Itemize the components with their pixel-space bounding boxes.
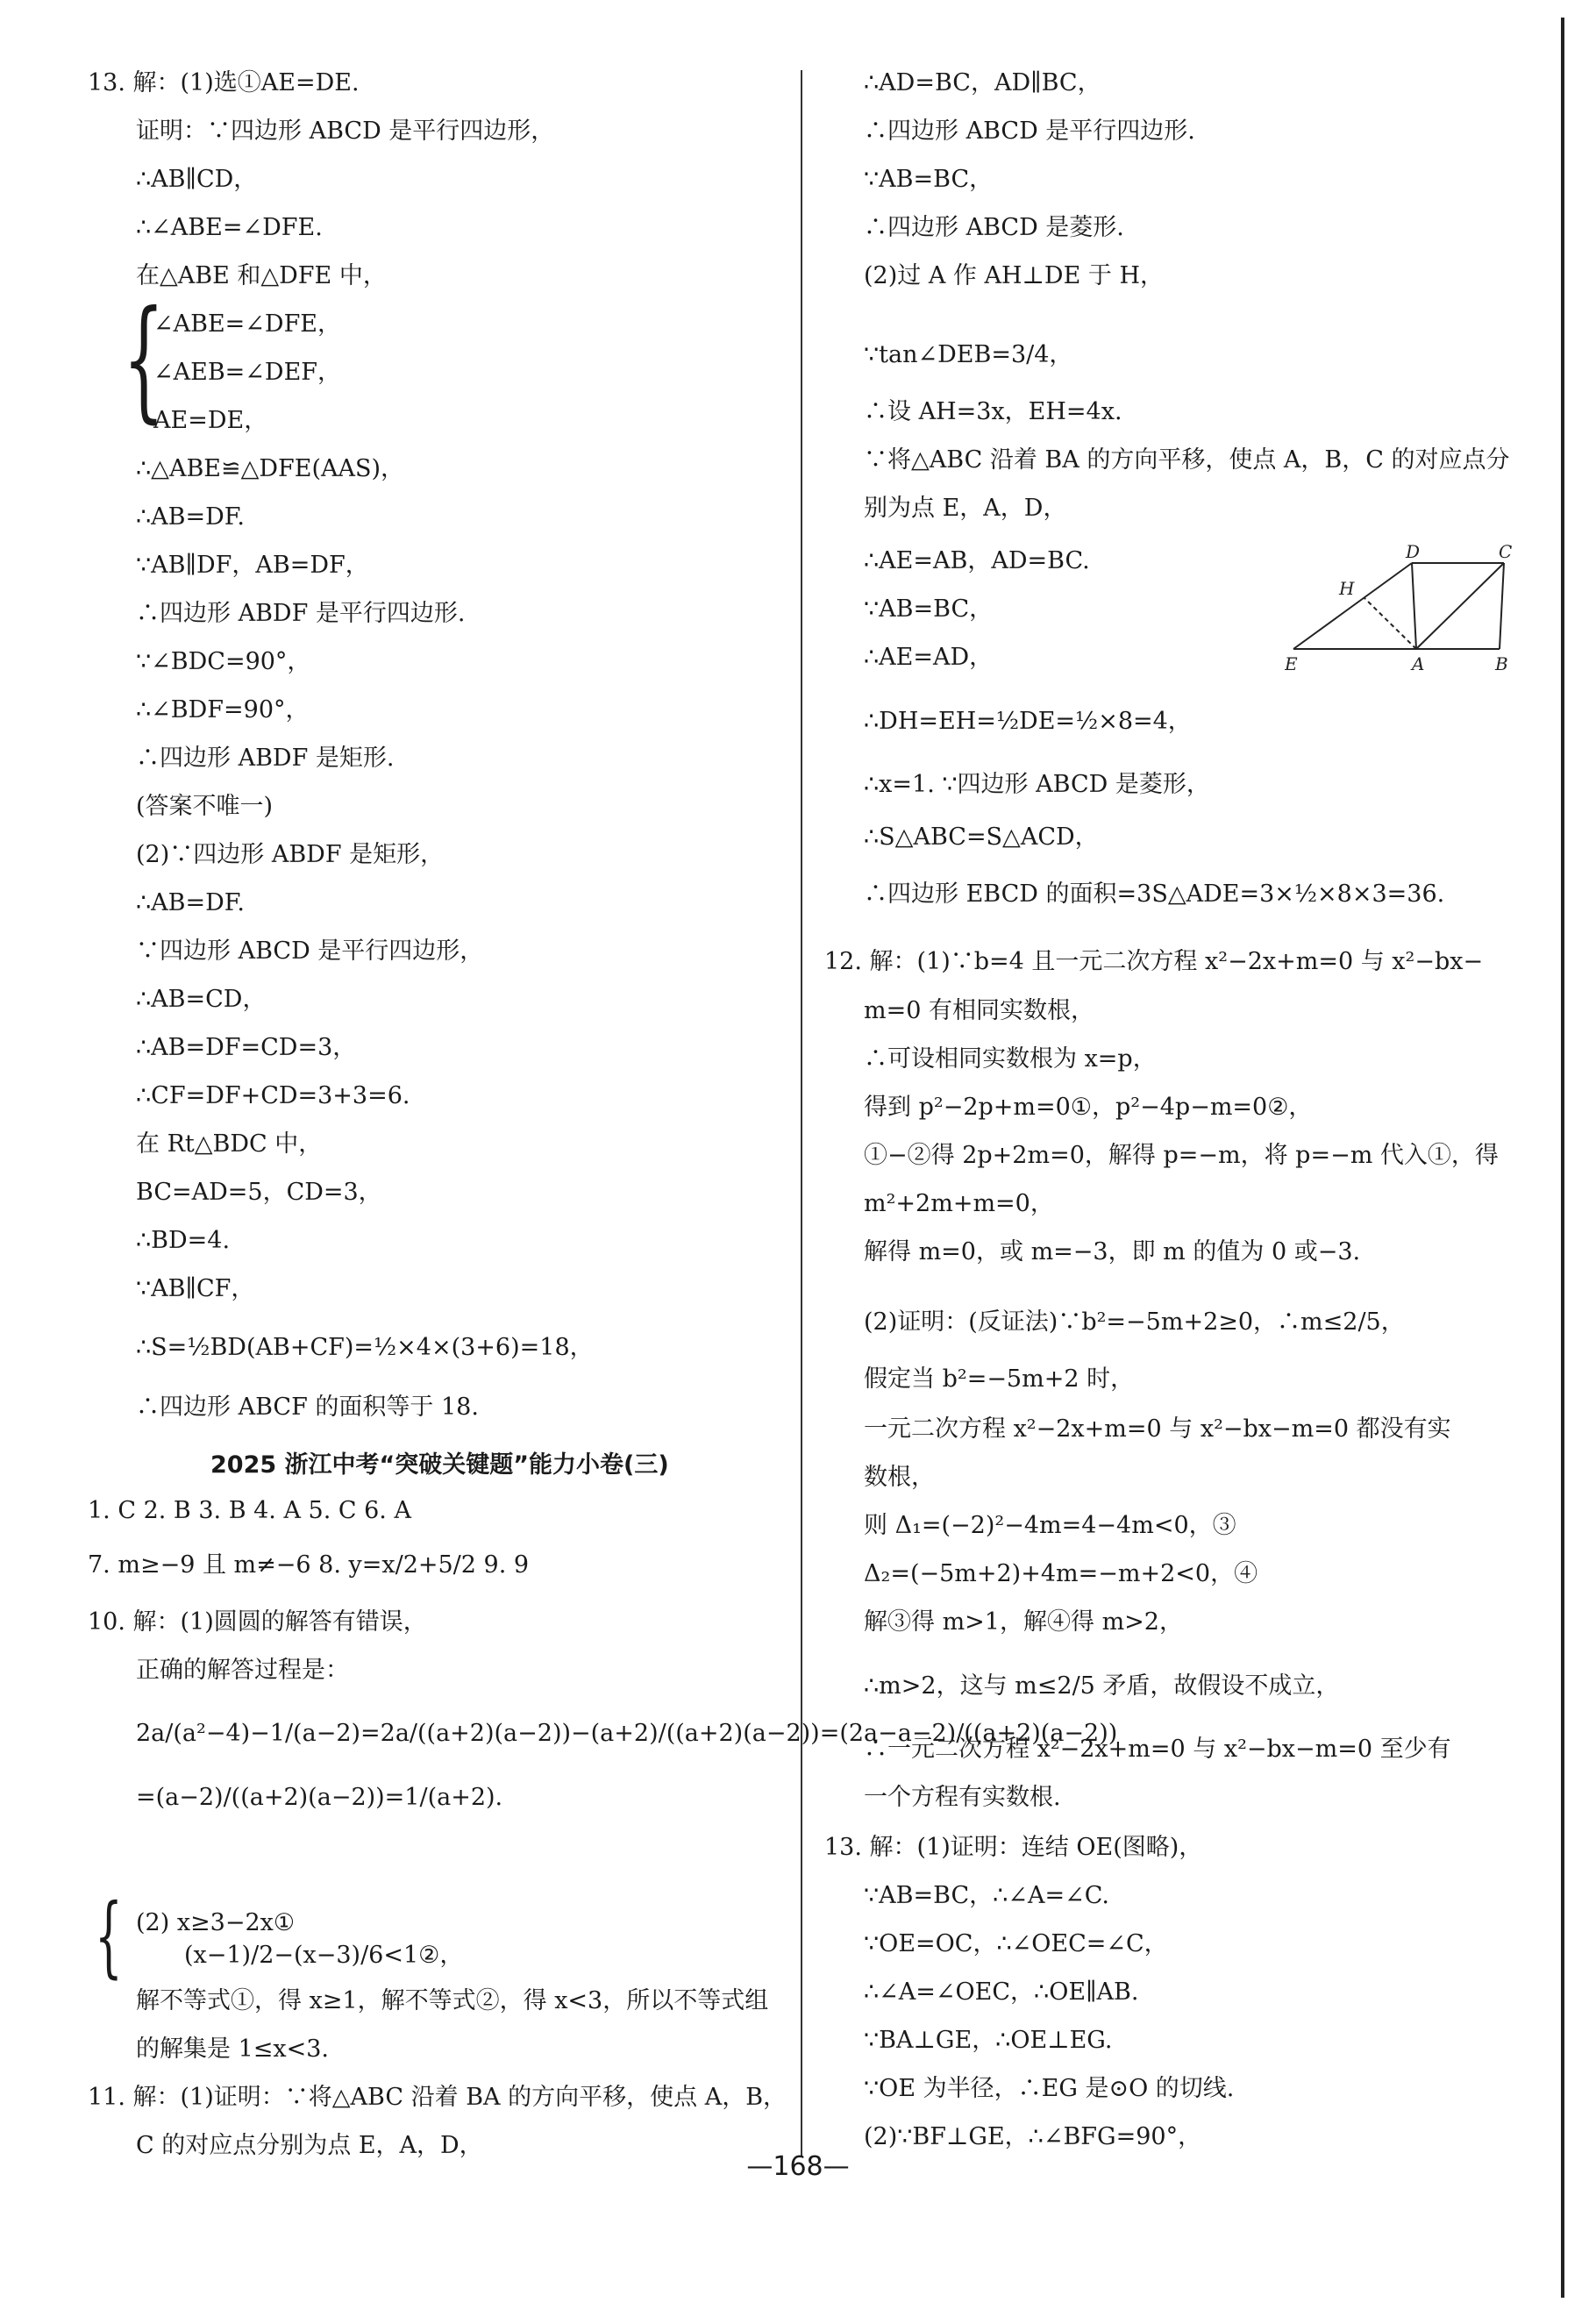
right-line-29: 解③得 m>1，解④得 m>2， bbox=[864, 1608, 1183, 1636]
left-line-6: ∠AEB=∠DEF， bbox=[153, 359, 342, 386]
left-line-24: ∴BD=4. bbox=[136, 1227, 231, 1254]
right-line-9: ∴AE=AB，AD=BC. bbox=[864, 547, 1090, 574]
right-line-13: ∴x=1. ∵四边形 ABCD 是菱形， bbox=[864, 771, 1210, 798]
right-line-15: ∴四边形 EBCD 的面积=3S△ADE=3×½×8×3=36. bbox=[864, 880, 1445, 908]
right-line-8: 别为点 E，A，D， bbox=[864, 495, 1067, 522]
left-line-27: ∴四边形 ABCF 的面积等于 18. bbox=[136, 1394, 479, 1421]
right-line-6: ∴设 AH=3x，EH=4x. bbox=[864, 398, 1122, 425]
page-edge bbox=[1561, 18, 1564, 2298]
right-line-2: ∵AB=BC， bbox=[864, 166, 994, 193]
right-line-7: ∵将△ABC 沿着 BA 的方向平移，使点 A，B，C 的对应点分 bbox=[864, 446, 1510, 474]
left-line-17: ∴AB=DF. bbox=[136, 889, 245, 916]
left-line-0: 13. 解：(1)选①AE=DE. bbox=[88, 69, 360, 96]
left-line-25: ∵AB∥CF， bbox=[136, 1275, 255, 1302]
right-line-35: ∵OE=OC，∴∠OEC=∠C， bbox=[864, 1930, 1168, 1957]
right-line-1: ∴四边形 ABCD 是平行四边形. bbox=[864, 118, 1195, 145]
left-line-20: ∴AB=DF=CD=3， bbox=[136, 1034, 357, 1061]
left-line-4: 在△ABE 和△DFE 中， bbox=[136, 262, 387, 289]
left-line-8: ∴△ABE≌△DFE(AAS)， bbox=[136, 455, 405, 482]
right-line-17: m=0 有相同实数根， bbox=[864, 997, 1094, 1024]
left-line-21: ∴CF=DF+CD=3+3=6. bbox=[136, 1082, 410, 1109]
right-line-10: ∵AB=BC， bbox=[864, 595, 994, 623]
right-line-34: ∵AB=BC，∴∠A=∠C. bbox=[864, 1882, 1109, 1909]
left-line-32: 正确的解答过程是： bbox=[136, 1657, 349, 1684]
right-line-27: 则 Δ₁=(−2)²−4m=4−4m<0，③ bbox=[864, 1512, 1236, 1539]
right-line-37: ∵BA⊥GE，∴OE⊥EG. bbox=[864, 2027, 1113, 2054]
right-line-22: 解得 m=0，或 m=−3，即 m 的值为 0 或−3. bbox=[864, 1238, 1361, 1265]
right-line-12: ∴DH=EH=½DE=½×8=4， bbox=[864, 708, 1192, 735]
left-line-29: 1. C 2. B 3. B 4. A 5. C 6. A bbox=[88, 1497, 411, 1524]
system-brace-0: { bbox=[123, 283, 165, 436]
right-line-33: 13. 解：(1)证明：连结 OE(图略)， bbox=[824, 1834, 1203, 1861]
right-line-11: ∴AE=AD， bbox=[864, 644, 994, 671]
system-brace-1: { bbox=[95, 1885, 123, 1987]
left-line-10: ∵AB∥DF，AB=DF， bbox=[136, 552, 369, 579]
right-line-21: m²+2m+m=0， bbox=[864, 1190, 1054, 1217]
left-line-34: =(a−2)/((a+2)(a−2))=1/(a+2). bbox=[136, 1784, 503, 1811]
left-line-9: ∴AB=DF. bbox=[136, 503, 245, 531]
left-line-30: 7. m≥−9 且 m≠−6 8. y=x/2+5/2 9. 9 bbox=[88, 1551, 530, 1579]
right-line-3: ∴四边形 ABCD 是菱形. bbox=[864, 214, 1124, 241]
right-line-18: ∴可设相同实数根为 x=p， bbox=[864, 1045, 1157, 1073]
left-line-26: ∴S=½BD(AB+CF)=½×4×(3+6)=18， bbox=[136, 1334, 594, 1361]
left-line-18: ∵四边形 ABCD 是平行四边形， bbox=[136, 937, 484, 965]
left-line-31: 10. 解：(1)圆圆的解答有错误， bbox=[88, 1608, 427, 1636]
right-line-5: ∵tan∠DEB=3/4， bbox=[864, 341, 1073, 368]
right-line-25: 一元二次方程 x²−2x+m=0 与 x²−bx−m=0 都没有实 bbox=[864, 1415, 1451, 1443]
right-line-0: ∴AD=BC，AD∥BC， bbox=[864, 69, 1101, 96]
label-D: D bbox=[1406, 544, 1421, 562]
left-line-35: (2) x≥3−2x① bbox=[136, 1909, 296, 1936]
right-line-20: ①−②得 2p+2m=0，解得 p=−m，将 p=−m 代入①，得 bbox=[864, 1142, 1499, 1169]
parallelogram-figure bbox=[1285, 544, 1513, 675]
right-line-26: 数根， bbox=[864, 1464, 935, 1491]
right-line-30: ∴m>2，这与 m≤2/5 矛盾，故假设不成立， bbox=[864, 1672, 1340, 1700]
label-H: H bbox=[1339, 578, 1355, 599]
label-A: A bbox=[1412, 653, 1425, 674]
left-line-14: ∴四边形 ABDF 是矩形. bbox=[136, 745, 395, 772]
left-line-12: ∵∠BDC=90°， bbox=[136, 648, 311, 675]
left-line-19: ∴AB=CD， bbox=[136, 986, 267, 1013]
label-B: B bbox=[1495, 653, 1508, 674]
left-line-16: (2)∵四边形 ABDF 是矩形， bbox=[136, 841, 445, 868]
left-line-37: 解不等式①，得 x≥1，解不等式②，得 x<3，所以不等式组 bbox=[136, 1987, 769, 2014]
left-line-39: 11. 解：(1)证明：∵将△ABC 沿着 BA 的方向平移，使点 A，B， bbox=[88, 2084, 787, 2111]
left-line-13: ∴∠BDF=90°， bbox=[136, 696, 310, 724]
right-line-23: (2)证明：(反证法)∵b²=−5m+2≥0，∴m≤2/5， bbox=[864, 1308, 1405, 1336]
page-number: —168— bbox=[746, 2151, 850, 2182]
right-line-32: 一个方程有实数根. bbox=[864, 1784, 1061, 1811]
right-line-19: 得到 p²−2p+m=0①，p²−4p−m=0②， bbox=[864, 1094, 1313, 1121]
column-divider bbox=[801, 70, 802, 2157]
right-line-39: (2)∵BF⊥GE，∴∠BFG=90°， bbox=[864, 2123, 1202, 2150]
left-line-2: ∴AB∥CD， bbox=[136, 166, 258, 193]
right-line-24: 假定当 b²=−5m+2 时， bbox=[864, 1365, 1135, 1393]
left-line-11: ∴四边形 ABDF 是平行四边形. bbox=[136, 600, 466, 627]
left-line-1: 证明：∵四边形 ABCD 是平行四边形， bbox=[136, 118, 555, 145]
label-E: E bbox=[1285, 653, 1298, 674]
left-line-33: 2a/(a²−4)−1/(a−2)=2a/((a+2)(a−2))−(a+2)/((a+2)(a−2))=(2a−a−2)/((a+2)(a−2)) bbox=[136, 1720, 1118, 1747]
right-line-16: 12. 解：(1)∵b=4 且一元二次方程 x²−2x+m=0 与 x²−bx− bbox=[824, 948, 1484, 975]
left-line-5: ∠ABE=∠DFE， bbox=[153, 310, 342, 338]
left-line-3: ∴∠ABE=∠DFE. bbox=[136, 214, 323, 241]
left-line-7: AE=DE， bbox=[153, 407, 268, 434]
left-line-36: (x−1)/2−(x−3)/6<1②， bbox=[184, 1942, 464, 1969]
right-line-36: ∴∠A=∠OEC，∴OE∥AB. bbox=[864, 1978, 1139, 2006]
label-C: C bbox=[1499, 544, 1513, 562]
left-line-15: (答案不唯一) bbox=[136, 793, 274, 820]
left-line-38: 的解集是 1≤x<3. bbox=[136, 2035, 329, 2063]
right-line-38: ∵OE 为半径，∴EG 是⊙O 的切线. bbox=[864, 2075, 1235, 2102]
left-line-28: 2025 浙江中考“突破关键题”能力小卷(三) bbox=[210, 1451, 669, 1479]
left-line-22: 在 Rt△BDC 中， bbox=[136, 1130, 323, 1158]
right-line-31: ∴一元二次方程 x²−2x+m=0 与 x²−bx−m=0 至少有 bbox=[864, 1736, 1451, 1763]
right-line-14: ∴S△ABC=S△ACD， bbox=[864, 823, 1099, 851]
right-line-28: Δ₂=(−5m+2)+4m=−m+2<0，④ bbox=[864, 1560, 1258, 1587]
right-line-4: (2)过 A 作 AH⊥DE 于 H， bbox=[864, 262, 1164, 289]
left-line-40: C 的对应点分别为点 E，A，D， bbox=[136, 2132, 483, 2159]
left-line-23: BC=AD=5，CD=3， bbox=[136, 1179, 382, 1206]
